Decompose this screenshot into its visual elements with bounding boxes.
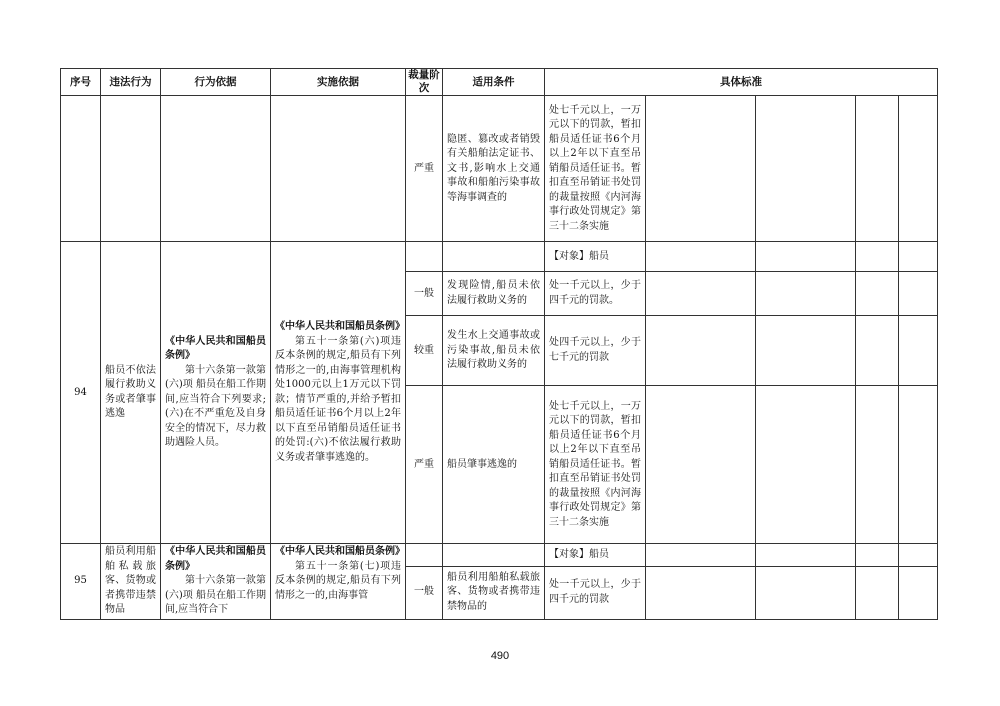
header-behavior-basis: 行为依据 [161, 69, 271, 96]
header-no: 序号 [61, 69, 101, 96]
header-standard: 具体标准 [545, 69, 938, 96]
header-violation: 违法行为 [101, 69, 161, 96]
target-cell: 【对象】船员 [545, 544, 646, 566]
item-number: 94 [61, 242, 101, 544]
impl-title: 《中华人民共和国船员条例》 [275, 546, 405, 558]
violation-cell: 船员利用船舶私载旅客、货物或者携带违禁物品 [101, 544, 161, 620]
level-cell: 较重 [406, 316, 443, 386]
impl-basis-cell [271, 544, 406, 620]
standard-cell: 处一千元以上，少于四千元的罚款 [545, 566, 646, 619]
standard-cell: 处七千元以上，一万元以下的罚款，暂扣船员适任证书6个月以上2年以下直至吊销船员适任证书。暂扣直至吊销证书处罚的裁量按照《内河海事行政处罚规定》第三十二条实施 [545, 386, 646, 544]
table-row [61, 544, 938, 566]
page-number: 490 [490, 650, 510, 662]
impl-title: 《中华人民共和国船员条例》 [275, 321, 405, 333]
impl-text: 第五十一条第(六)项违反本条例的规定,船员有下列情形之一的,由海事管理机构处1000元以上1万元以下罚款；情节严重的,并给予暂扣船员适任证书6个月以上2年以下直至吊销船员适任证书的处罚:(六)不依法履行救助义务或者肇事逃逸的。 [275, 335, 401, 463]
condition-cell: 发现险情,船员未依法履行救助义务的 [443, 272, 545, 316]
header-row [61, 69, 938, 96]
condition-cell: 发生水上交通事故或污染事故,船员未依法履行救助义务的 [443, 316, 545, 386]
level-cell: 严重 [406, 386, 443, 544]
standard-cell: 处四千元以上，少于七千元的罚款 [545, 316, 646, 386]
item-number: 95 [61, 544, 101, 620]
impl-basis-cell [271, 242, 406, 544]
standard-cell: 处一千元以上，少于四千元的罚款。 [545, 272, 646, 316]
target-cell: 【对象】船员 [545, 242, 646, 272]
standard-cell: 处七千元以上，一万元以下的罚款，暂扣船员适任证书6个月以上2年以下直至吊销船员适任证书。暂扣直至吊销证书处罚的裁量按照《内河海事行政处罚规定》第三十二条实施 [545, 96, 646, 242]
violation-cell: 船员不依法履行救助义务或者肇事逃逸 [101, 242, 161, 544]
table-row [61, 96, 938, 242]
condition-cell: 船员肇事逃逸的 [443, 386, 545, 544]
header-impl-basis: 实施依据 [271, 69, 406, 96]
impl-text: 第五十一条第(七)项违反本条例的规定,船员有下列情形之一的,由海事管 [275, 560, 401, 601]
level-cell: 一般 [406, 272, 443, 316]
penalty-discretion-table [60, 68, 938, 620]
table-row [61, 242, 938, 272]
level-cell: 一般 [406, 566, 443, 619]
behavior-basis-cell [161, 544, 271, 620]
header-condition: 适用条件 [443, 69, 545, 96]
behavior-basis-cell [161, 242, 271, 544]
law-title: 《中华人民共和国船员条例》 [165, 335, 266, 362]
header-level: 裁量阶次 [406, 69, 443, 96]
condition-cell: 船员利用船舶私载旅客、货物或者携带违禁物品的 [443, 566, 545, 619]
law-text: 第十六条第一款第(六)项 船员在船工作期间,应当符合下列要求;(六)在不严重危及自身安全的情况下，尽力救助遇险人员。 [165, 364, 266, 449]
level-cell: 严重 [406, 96, 443, 242]
law-text: 第十六条第一款第(六)项 船员在船工作期间,应当符合下 [165, 575, 266, 616]
law-title: 《中华人民共和国船员条例》 [165, 546, 266, 572]
condition-cell: 隐匿、篡改或者销毁有关船舶法定证书、文书,影响水上交通事故和船舶污染事故等海事调查的 [443, 96, 545, 242]
